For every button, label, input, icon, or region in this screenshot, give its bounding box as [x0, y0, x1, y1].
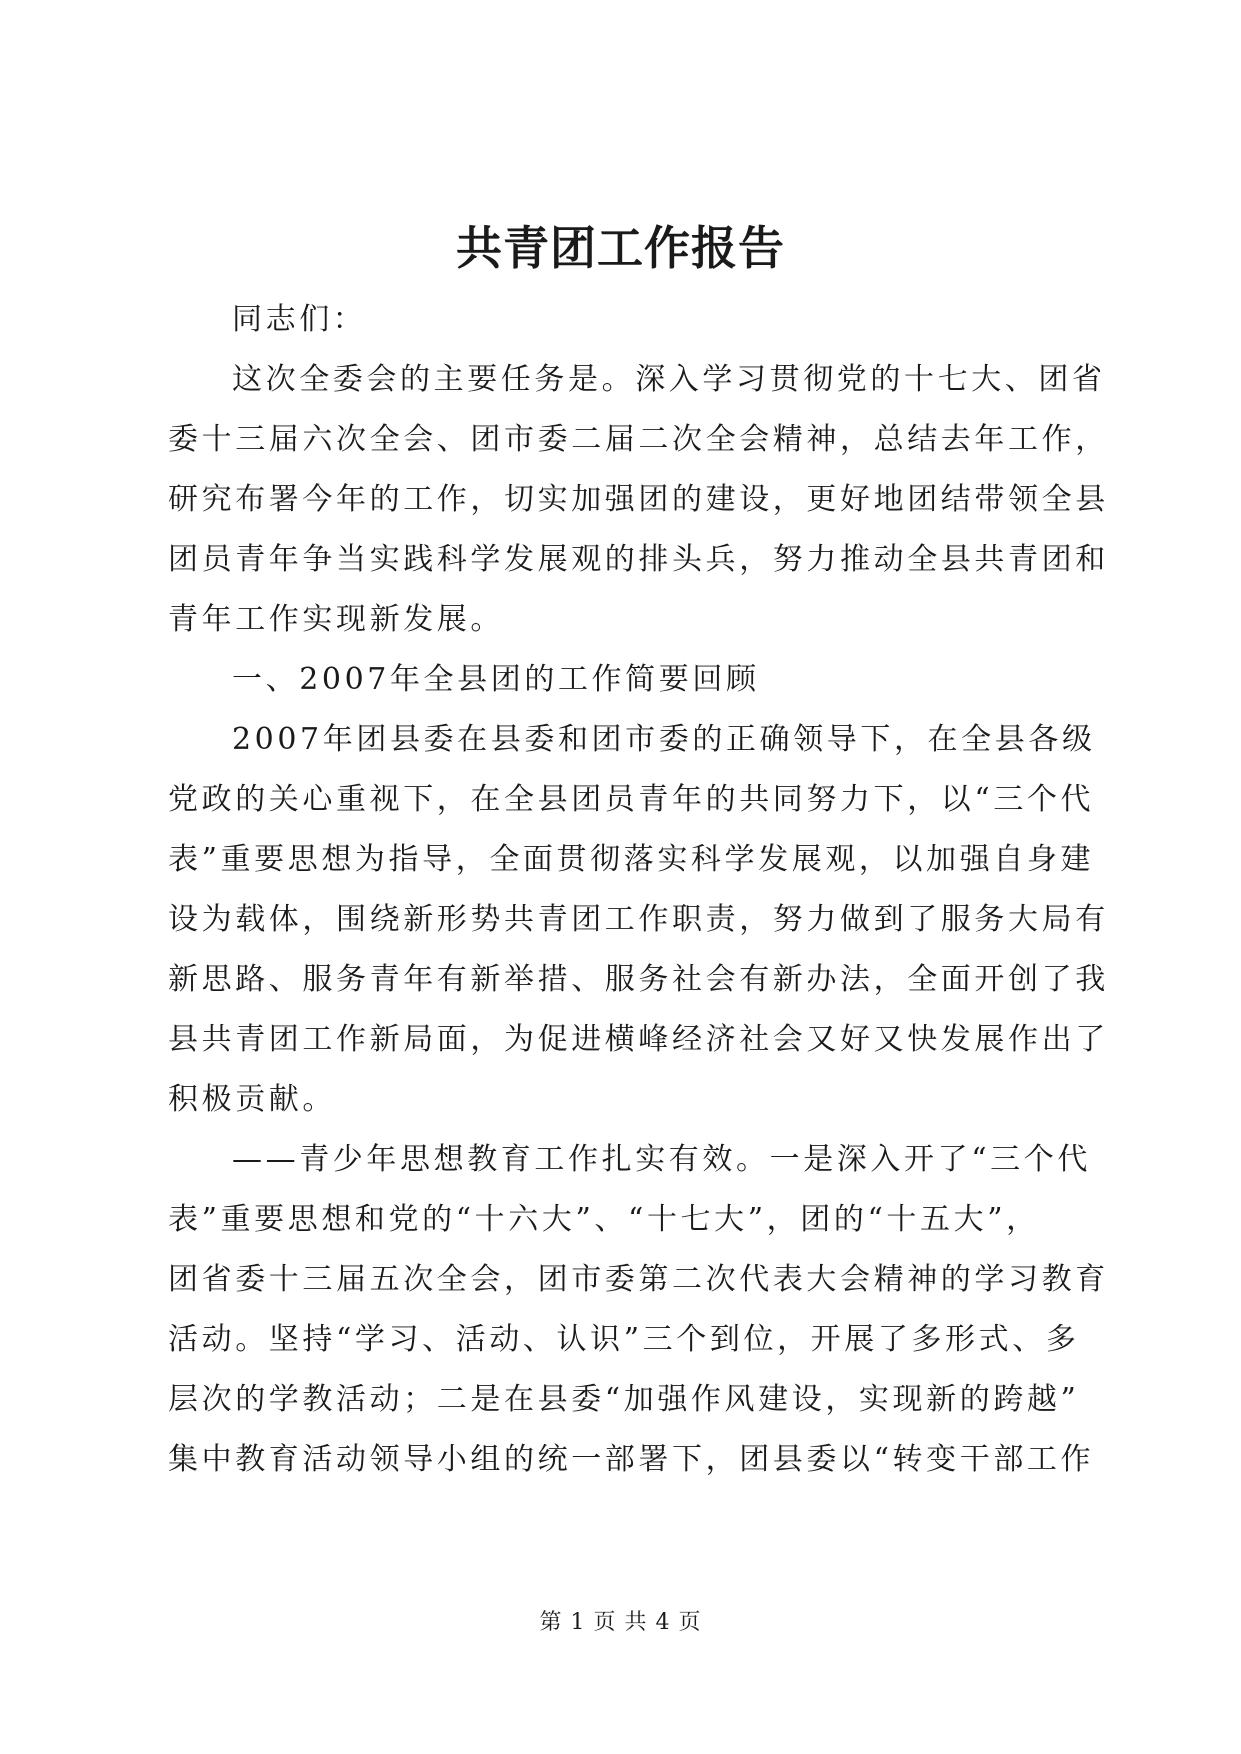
paragraph-line: 研究布署今年的工作，切实加强团的建设，更好地团结带领全县 [168, 482, 1109, 517]
paragraph-line: 县共青团工作新局面，为促进横峰经济社会又好又快发展作出了 [168, 1022, 1109, 1057]
paragraph-line: ——青少年思想教育工作扎实有效。一是深入开了“三个代 [232, 1142, 1091, 1177]
paragraph-line: 表”重要思想为指导，全面贯彻落实科学发展观，以加强自身建 [168, 842, 1095, 877]
paragraph-line: 层次的学教活动；二是在县委“加强作风建设，实现新的跨越” [168, 1382, 1080, 1417]
paragraph-line: 新思路、服务青年有新举措、服务社会有新办法，全面开创了我 [168, 962, 1109, 997]
paragraph-line: 委十三届六次全会、团市委二届二次全会精神，总结去年工作， [168, 422, 1109, 457]
page-number: 第 1 页 共 4 页 [539, 1610, 702, 1635]
paragraph-line: 表”重要思想和党的“十六大”、“十七大”，团的“十五大”， [168, 1202, 1040, 1237]
paragraph-line: 党政的关心重视下，在全县团员青年的共同努力下，以“三个代 [168, 782, 1095, 817]
paragraph-line: 集中教育活动领导小组的统一部署下，团县委以“转变干部工作 [168, 1442, 1095, 1477]
paragraph-line: 团省委十三届五次全会，团市委第二次代表大会精神的学习教育 [168, 1262, 1109, 1297]
section-heading: 一、2007年全县团的工作简要回顾 [232, 662, 760, 697]
paragraph-line: 积极贡献。 [168, 1082, 336, 1117]
document-body [168, 290, 1109, 1490]
paragraph-line: 活动。坚持“学习、活动、认识”三个到位，开展了多形式、多 [168, 1322, 1080, 1357]
paragraph-line: 2007年团县委在县委和团市委的正确领导下，在全县各级 [232, 722, 1096, 757]
paragraph-line: 青年工作实现新发展。 [168, 602, 504, 637]
paragraph-line: 同志们： [232, 302, 367, 337]
paragraph-line: 这次全委会的主要任务是。深入学习贯彻党的十七大、团省 [232, 362, 1106, 397]
paragraph-line: 团员青年争当实践科学发展观的排头兵，努力推动全县共青团和 [168, 542, 1109, 577]
paragraph-line: 设为载体，围绕新形势共青团工作职责，努力做到了服务大局有 [168, 902, 1109, 937]
document-title: 共青团工作报告 [456, 221, 785, 275]
